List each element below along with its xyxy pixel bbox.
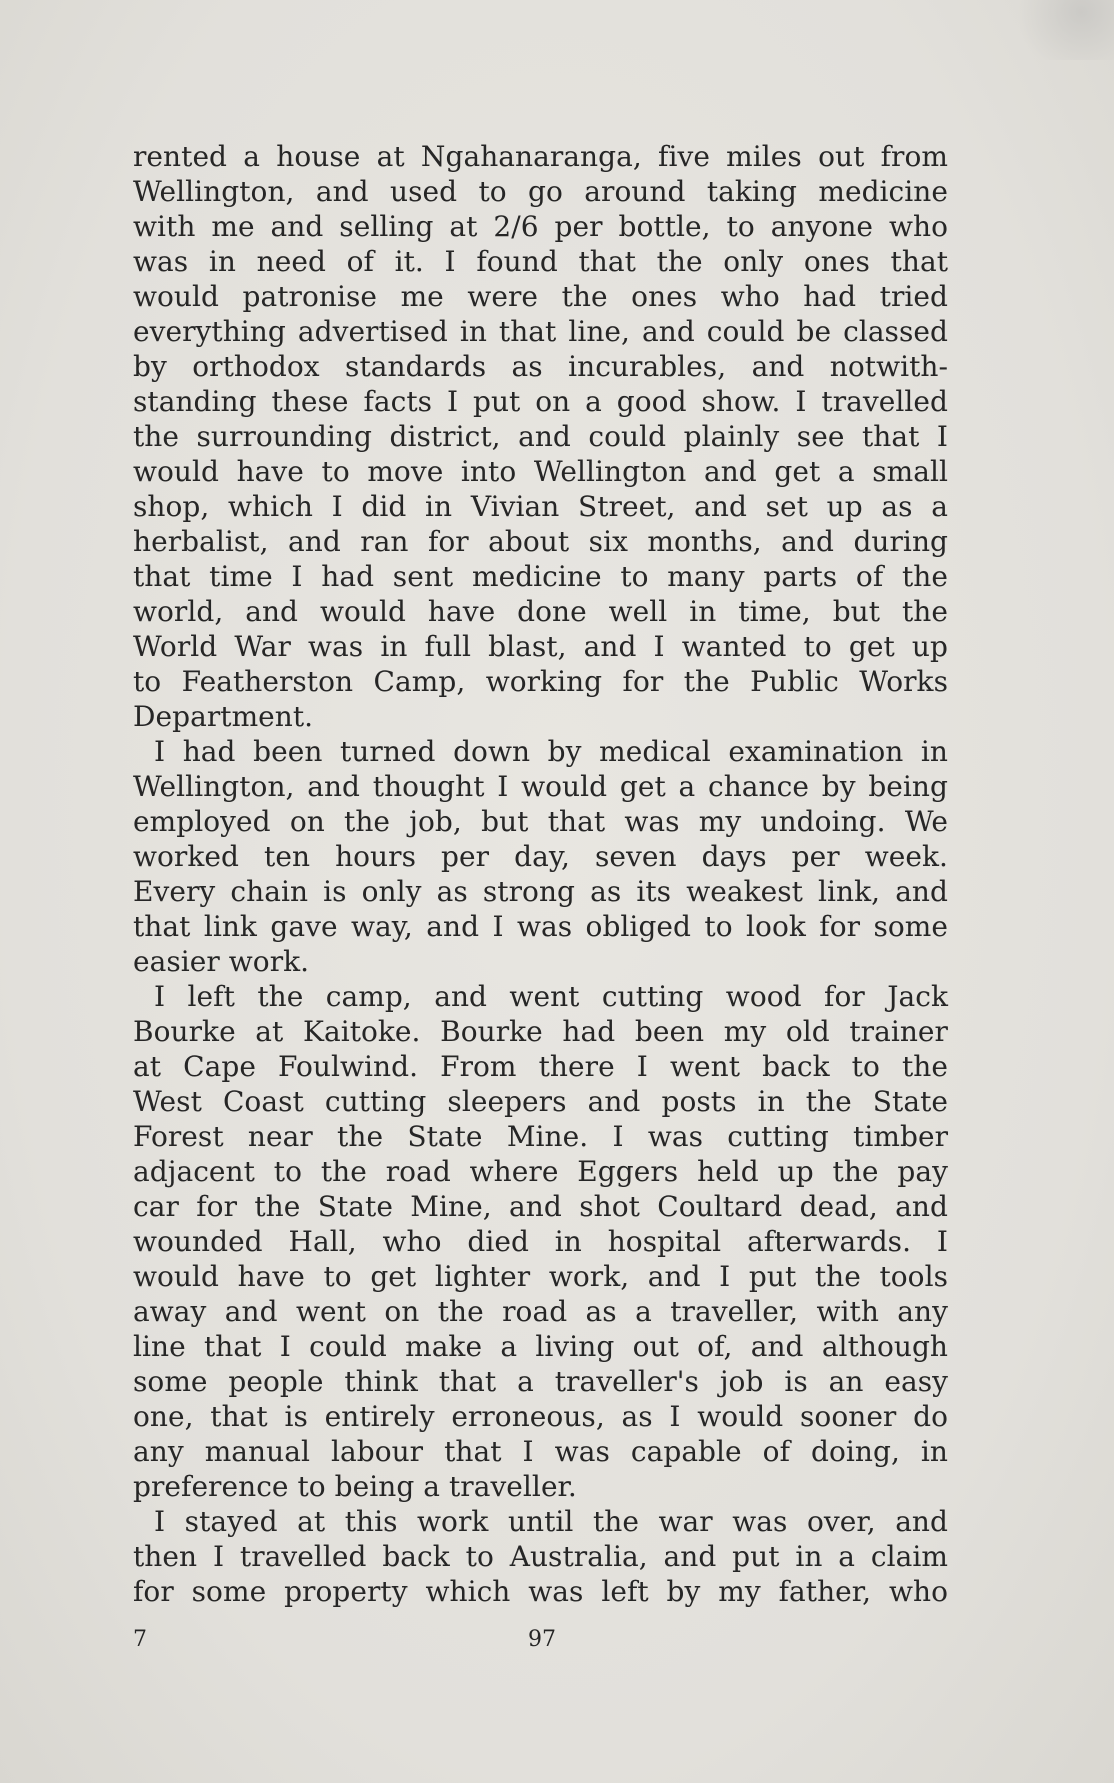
text-line: I had been turned down by medical examination in <box>154 735 948 768</box>
text-line: Department. <box>133 700 314 733</box>
text-line: line that I could make a living out of, and although <box>133 1330 948 1363</box>
text-line: was in need of it. I found that the only ones that <box>133 245 948 278</box>
text-line: I stayed at this work until the war was over, and <box>154 1505 948 1538</box>
text-line: herbalist, and ran for about six months, and during <box>133 525 948 558</box>
text-line: rented a house at Ngahanaranga, five miles out from <box>133 140 948 173</box>
text-line: Wellington, and used to go around taking medicine <box>133 175 948 208</box>
text-line: easier work. <box>133 945 310 978</box>
text-line: Forest near the State Mine. I was cutting timber <box>133 1120 948 1153</box>
text-line: the surrounding district, and could plainly see that I <box>133 420 948 453</box>
text-line: would patronise me were the ones who had tried <box>133 280 948 313</box>
text-line: Bourke at Kaitoke. Bourke had been my old trainer <box>133 1015 948 1048</box>
signature-mark: 7 <box>133 1627 147 1652</box>
paper-speckle <box>1004 0 1114 60</box>
text-line: with me and selling at 2/6 per bottle, to anyone who <box>133 210 948 243</box>
text-line: everything advertised in that line, and could be classed <box>133 315 948 348</box>
text-line: West Coast cutting sleepers and posts in the State <box>133 1085 948 1118</box>
text-line: worked ten hours per day, seven days per week. <box>133 840 948 873</box>
text-line: one, that is entirely erroneous, as I would sooner do <box>133 1400 948 1433</box>
text-line: that time I had sent medicine to many parts of the <box>133 560 948 593</box>
text-line: would have to move into Wellington and get a small <box>133 455 948 488</box>
text-line: for some property which was left by my father, who <box>133 1575 948 1608</box>
text-line: world, and would have done well in time, but the <box>133 595 948 628</box>
page-number: 97 <box>528 1627 556 1652</box>
text-line: World War was in full blast, and I wanted to get up <box>133 630 948 663</box>
text-line: some people think that a traveller's job is an easy <box>133 1365 948 1398</box>
text-line: adjacent to the road where Eggers held up the pay <box>133 1155 948 1188</box>
text-line: would have to get lighter work, and I put the tools <box>133 1260 948 1293</box>
text-line: wounded Hall, who died in hospital afterwards. I <box>133 1225 948 1258</box>
text-line: at Cape Foulwind. From there I went back to the <box>133 1050 948 1083</box>
page-footer <box>0 1627 1114 1657</box>
text-line: away and went on the road as a traveller, with any <box>133 1295 948 1328</box>
text-line: employed on the job, but that was my undoing. We <box>133 805 948 838</box>
text-line: preference to being a traveller. <box>133 1470 577 1503</box>
text-line: Wellington, and thought I would get a chance by being <box>133 770 948 803</box>
text-line: Every chain is only as strong as its weakest link, and <box>133 875 948 908</box>
text-line: car for the State Mine, and shot Coultard dead, and <box>133 1190 948 1223</box>
text-line: standing these facts I put on a good show. I travelled <box>133 385 948 418</box>
text-line: that link gave way, and I was obliged to look for some <box>133 910 948 943</box>
text-line: any manual labour that I was capable of doing, in <box>133 1435 948 1468</box>
text-line: then I travelled back to Australia, and put in a claim <box>133 1540 948 1573</box>
text-line: shop, which I did in Vivian Street, and set up as a <box>133 490 948 523</box>
text-line: by orthodox standards as incurables, and notwith- <box>133 350 948 383</box>
text-line: I left the camp, and went cutting wood for Jack <box>154 980 948 1013</box>
body-text <box>133 139 948 1609</box>
text-line: to Featherston Camp, working for the Public Works <box>133 665 948 698</box>
